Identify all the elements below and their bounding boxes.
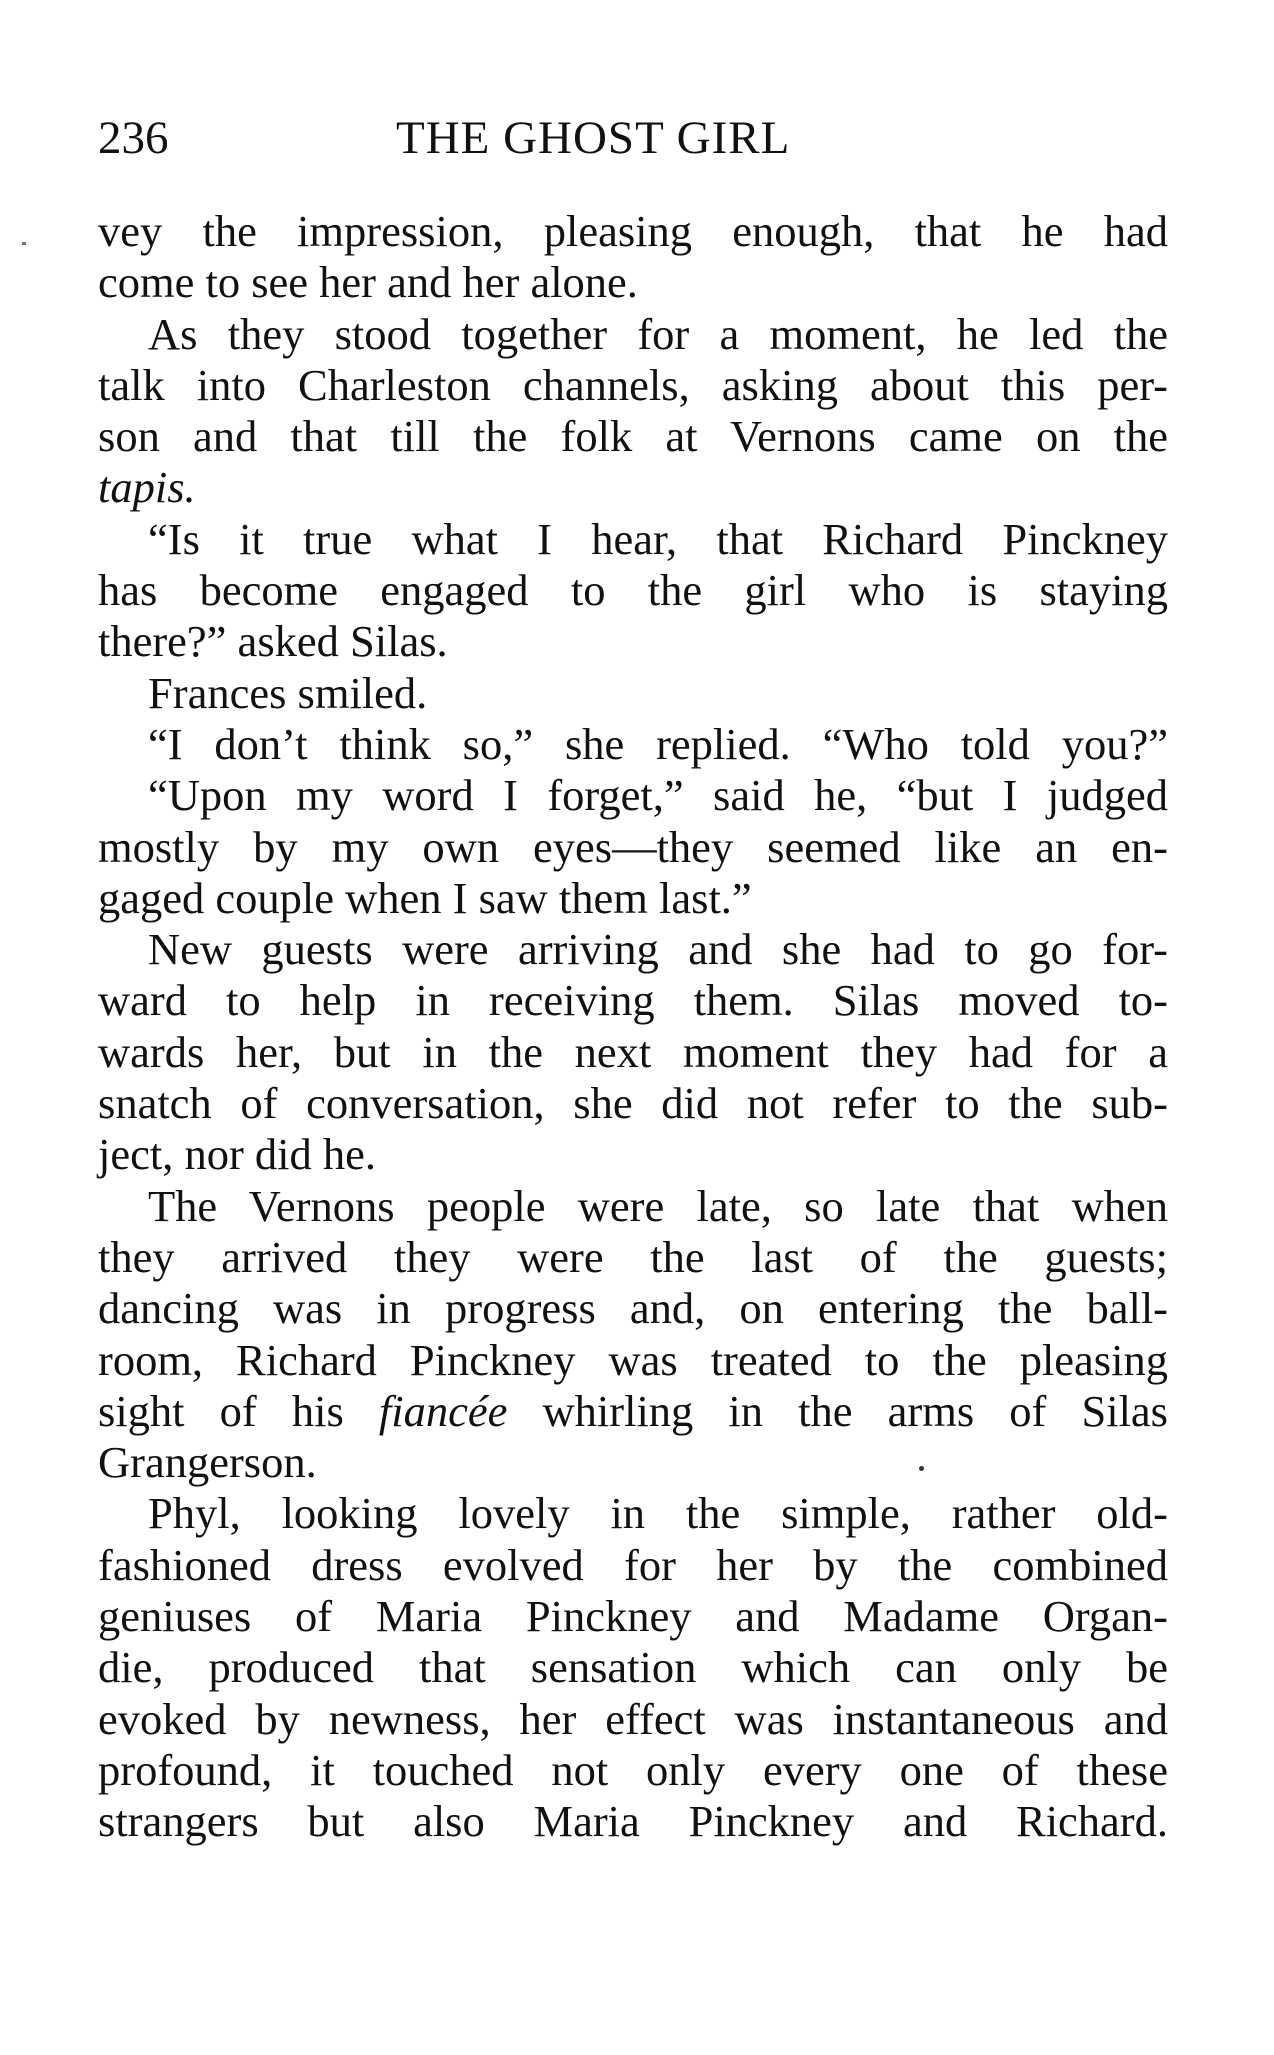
text-line: vey the impression, pleasing enough, that he had [98, 206, 1168, 256]
text-line: strangers but also Maria Pinckney and Richard. [98, 1796, 1168, 1847]
text-line: fashioned dress evolved for her by the combined [98, 1539, 1168, 1590]
text-line: room, Richard Pinckney was treated to the pleasing [98, 1334, 1168, 1385]
text-line: Phyl, looking lovely in the simple, rather old- [148, 1488, 1168, 1539]
text-line: geniuses of Maria Pinckney and Madame Organ- [98, 1591, 1168, 1642]
text-line: As they stood together for a moment, he led the [148, 308, 1168, 359]
text-line: profound, it touched not only every one of these [98, 1744, 1168, 1795]
text-line-with-italic [98, 1386, 1168, 1437]
text-line: snatch of conversation, she did not refer to the sub- [98, 1078, 1168, 1129]
text-line: ject, nor did he. [98, 1129, 377, 1180]
body-text [98, 206, 1168, 1848]
text-line: “Upon my word I forget,” said he, “but I judged [148, 770, 1168, 821]
italic-word-fiancee: fiancée [378, 1385, 508, 1436]
text-line: gaged couple when I saw them last.” [98, 872, 752, 923]
running-head-title: THE GHOST GIRL [396, 112, 791, 164]
text-line: Frances smiled. [148, 667, 428, 718]
text-line: come to see her and her alone. [98, 257, 638, 308]
text-line: there?” asked Silas. [98, 616, 448, 667]
text-line: die, produced that sensation which can only be [98, 1642, 1168, 1693]
margin-mark [22, 242, 26, 245]
text-line: “Is it true what I hear, that Richard Pinckney [148, 513, 1168, 564]
text-segment: whirling in the arms of Silas [507, 1385, 1168, 1436]
text-line: has become engaged to the girl who is staying [98, 565, 1168, 616]
page-number: 236 [98, 112, 169, 164]
text-line: son and that till the folk at Vernons came on the [98, 411, 1168, 462]
text-line: tapis. [98, 462, 196, 513]
print-speck [919, 1466, 924, 1471]
text-line: dancing was in progress and, on entering the ball- [98, 1283, 1168, 1334]
text-line: mostly by my own eyes—they seemed like an en- [98, 821, 1168, 872]
text-line: “I don’t think so,” she replied. “Who told you?” [148, 718, 1168, 769]
text-line: ward to help in receiving them. Silas moved to- [98, 975, 1168, 1026]
text-line: evoked by newness, her effect was instantaneous and [98, 1693, 1168, 1744]
text-line: New guests were arriving and she had to go for- [148, 924, 1168, 975]
text-line: talk into Charleston channels, asking about this per- [98, 359, 1168, 410]
text-line: Grangerson. [98, 1437, 317, 1488]
text-line: they arrived they were the last of the guests; [98, 1231, 1168, 1282]
text-line: The Vernons people were late, so late that when [148, 1180, 1168, 1231]
page-header [98, 108, 1168, 168]
text-segment: sight of his [98, 1385, 379, 1436]
text-line: wards her, but in the next moment they had for a [98, 1026, 1168, 1077]
